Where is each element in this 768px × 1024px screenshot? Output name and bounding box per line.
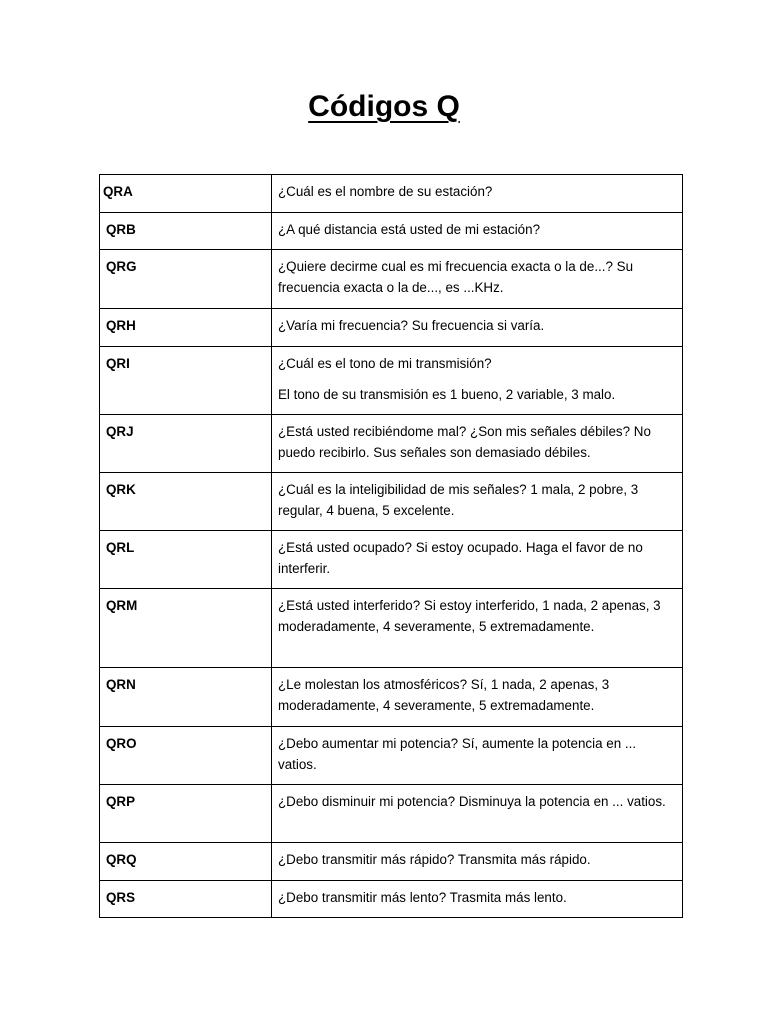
- q-code-meaning-text: ¿Está usted recibiéndome mal? ¿Son mis señales débiles? No puedo recibirlo. Sus señales son demasiado débiles.: [278, 424, 651, 460]
- q-code-row-qrl: [100, 531, 683, 589]
- q-code-row-qrp: [100, 785, 683, 843]
- q-code-row-qrn: [100, 668, 683, 727]
- q-code-row-qrm: [100, 589, 683, 668]
- q-code-meaning: [272, 213, 683, 250]
- q-code-meaning-text: ¿Cuál es la inteligibilidad de mis señales? 1 mala, 2 pobre, 3 regular, 4 buena, 5 excelente.: [278, 482, 639, 518]
- q-code: QRM: [100, 589, 272, 668]
- q-code: QRL: [100, 531, 272, 589]
- q-code-meaning: [272, 473, 683, 531]
- page-title: Códigos Q: [308, 90, 460, 123]
- q-code-row-qri: [100, 347, 683, 415]
- q-code-meaning: [272, 589, 683, 668]
- q-code: QRS: [100, 881, 272, 918]
- q-code-row-qrh: [100, 309, 683, 347]
- q-code-row-qrg: [100, 250, 683, 309]
- q-code-meaning-text: ¿Debo aumentar mi potencia? Sí, aumente la potencia en ... vatios.: [278, 736, 637, 772]
- q-code-meaning-text: El tono de su transmisión es 1 bueno, 2 variable, 3 malo.: [278, 386, 616, 402]
- q-code: QRG: [100, 250, 272, 309]
- q-code-meaning-text: ¿Quiere decirme cual es mi frecuencia exacta o la de...? Su frecuencia exacta o la de..., es ...KHz.: [278, 259, 634, 295]
- q-code-meaning-text: ¿Está usted interferido? Si estoy interferido, 1 nada, 2 apenas, 3 moderadamente, 4 severamente, 5 extremadamente.: [278, 598, 661, 634]
- q-code: QRJ: [100, 415, 272, 473]
- q-code: QRA: [100, 175, 272, 213]
- q-code: QRK: [100, 473, 272, 531]
- q-code-meaning: [272, 531, 683, 589]
- q-code-meaning: [272, 415, 683, 473]
- q-code-meaning: [272, 843, 683, 881]
- q-code-row-qro: [100, 727, 683, 785]
- q-code: QRH: [100, 309, 272, 347]
- q-code: QRN: [100, 668, 272, 727]
- q-code-meaning-text: ¿Debo transmitir más rápido? Transmita más rápido.: [278, 852, 591, 867]
- q-codes-table: [99, 174, 683, 918]
- q-code-row-qrb: [100, 213, 683, 250]
- q-code: QRI: [100, 347, 272, 415]
- q-code-meaning: [272, 309, 683, 347]
- q-code-row-qra: [100, 175, 683, 213]
- q-code: QRP: [100, 785, 272, 843]
- q-code-meaning: [272, 727, 683, 785]
- q-codes-table-body: [100, 175, 683, 918]
- q-code-meaning: [272, 175, 683, 213]
- q-code-meaning: [272, 785, 683, 843]
- q-code-meaning: [272, 347, 683, 415]
- q-code-meaning-text: ¿Le molestan los atmosféricos? Sí, 1 nada, 2 apenas, 3 moderadamente, 4 severamente, 5 extremadamente.: [278, 677, 610, 713]
- q-code-meaning: [272, 250, 683, 309]
- q-code-meaning-text: ¿Varía mi frecuencia? Su frecuencia si varía.: [278, 318, 545, 333]
- q-code: QRO: [100, 727, 272, 785]
- q-code-meaning-text: ¿Debo disminuir mi potencia? Disminuya la potencia en ... vatios.: [278, 794, 666, 809]
- q-code-row-qrq: [100, 843, 683, 881]
- q-code-row-qrj: [100, 415, 683, 473]
- q-code: QRQ: [100, 843, 272, 881]
- q-code-row-qrs: [100, 881, 683, 918]
- q-code-meaning: [272, 881, 683, 918]
- q-code-row-qrk: [100, 473, 683, 531]
- q-code-meaning-text: ¿A qué distancia está usted de mi estación?: [278, 222, 541, 237]
- q-code: QRB: [100, 213, 272, 250]
- q-code-meaning-text: ¿Está usted ocupado? Si estoy ocupado. Haga el favor de no interferir.: [278, 540, 643, 576]
- q-code-meaning-text: ¿Cuál es el tono de mi transmisión?: [278, 356, 492, 371]
- q-code-meaning: [272, 668, 683, 727]
- q-code-meaning-text: ¿Cuál es el nombre de su estación?: [278, 184, 493, 199]
- q-code-meaning-text: ¿Debo transmitir más lento? Trasmita más lento.: [278, 890, 567, 905]
